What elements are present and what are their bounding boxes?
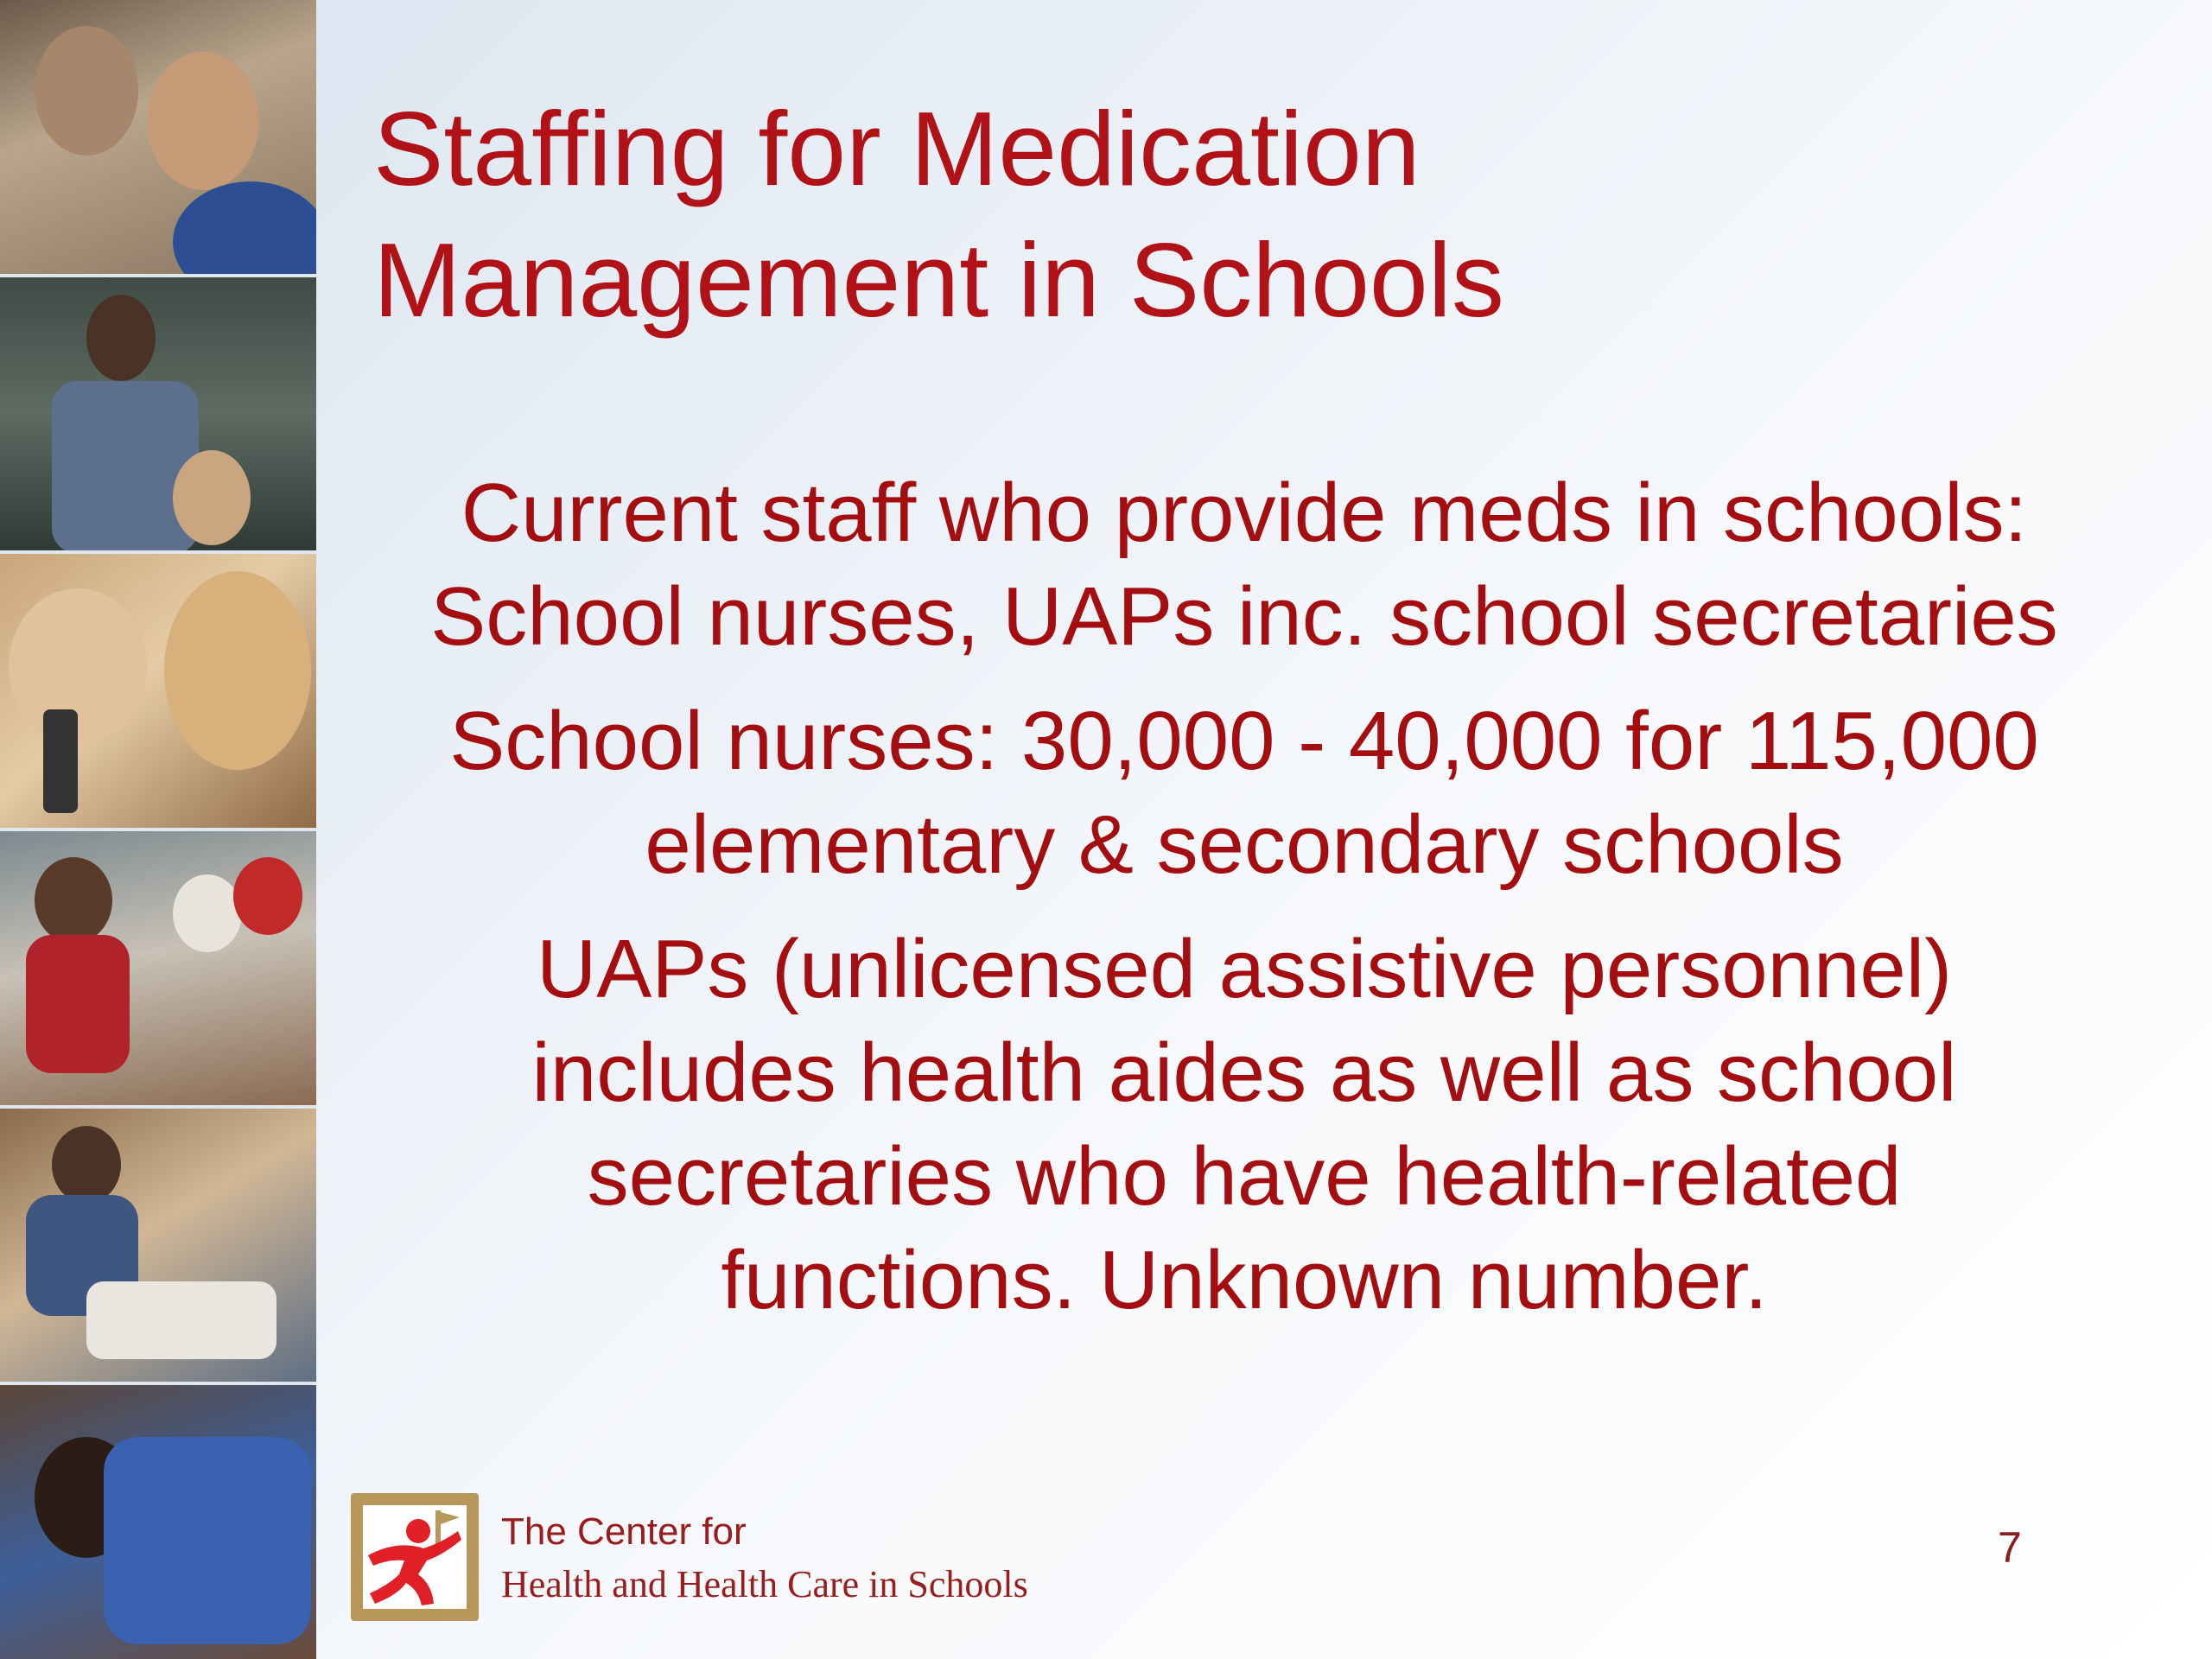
body-line: secretaries who have health-related bbox=[587, 1130, 1902, 1223]
photo-teacher-and-student bbox=[0, 0, 316, 277]
photo-health-room bbox=[0, 1109, 316, 1386]
photo-collage-strip bbox=[0, 0, 316, 1659]
slide-title bbox=[373, 83, 1842, 346]
photo-children-with-microscope bbox=[0, 554, 316, 831]
photo-kids-playing bbox=[0, 831, 316, 1109]
photo-student-bending bbox=[0, 1385, 316, 1659]
org-name-line2: Health and Health Care in Schools bbox=[501, 1563, 1028, 1605]
page-number: 7 bbox=[1998, 1523, 2022, 1572]
photo-boy-at-chalkboard bbox=[0, 277, 316, 555]
body-line: School nurses, UAPs inc. school secretaries bbox=[430, 570, 2058, 663]
slide-title-line: Staffing for Medication bbox=[373, 90, 1421, 207]
body-line: functions. Unknown number. bbox=[721, 1234, 1768, 1326]
body-line: School nurses: 30,000 - 40,000 for 115,000 bbox=[449, 695, 2039, 787]
body-line: Current staff who provide meds in schools: bbox=[461, 467, 2028, 559]
body-line: elementary & secondary schools bbox=[645, 798, 1844, 891]
org-logo bbox=[351, 1493, 479, 1621]
body-line: UAPs (unlicensed assistive personnel) bbox=[536, 923, 1953, 1015]
slide-title-line: Management in Schools bbox=[373, 221, 1504, 339]
body-paragraph-uaps bbox=[380, 918, 2108, 1332]
body-line: includes health aides as well as school bbox=[531, 1027, 1957, 1119]
slide-body bbox=[380, 461, 2108, 1353]
running-figure-logo-icon bbox=[363, 1505, 467, 1609]
body-paragraph-school-nurses bbox=[380, 690, 2108, 897]
body-paragraph-current-staff bbox=[380, 461, 2108, 669]
org-name-line1: The Center for bbox=[501, 1510, 747, 1553]
